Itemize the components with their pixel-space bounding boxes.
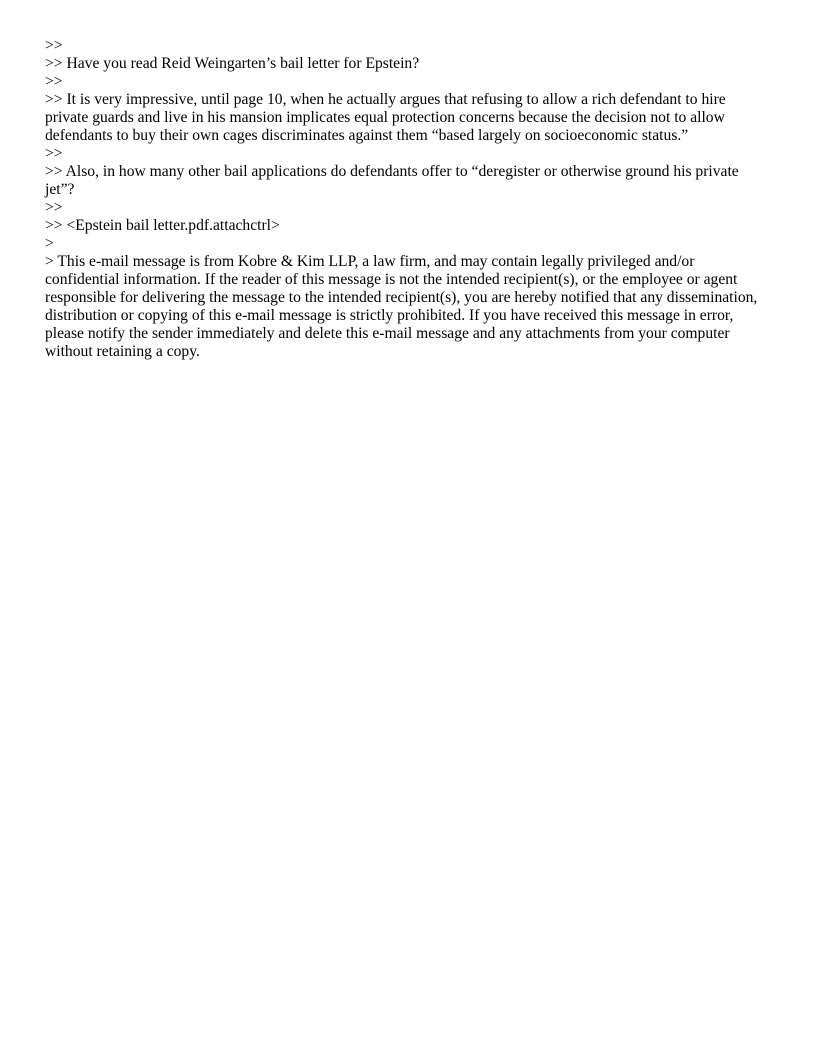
- quoted-question-weingarten: >> Have you read Reid Weingarten’s bail letter for Epstein?: [45, 55, 420, 72]
- quote-marker-line: >>: [45, 73, 63, 90]
- email-body: [45, 37, 771, 361]
- quoted-paragraph-page-10: >> It is very impressive, until page 10, when he actually argues that refusing to allow a rich defendant to hire private guards and live in his mansion implicates equal protection concerns because the decision not to allow defendants to buy their own cages discriminates against them “based largely on socioeconomic status.”: [45, 91, 726, 144]
- quote-marker-line: >>: [45, 145, 63, 162]
- attachment-reference: >> <Epstein bail letter.pdf.attachctrl>: [45, 217, 280, 234]
- quoted-question-private-jet: >> Also, in how many other bail applications do defendants offer to “deregister or otherwise ground his private jet”?: [45, 163, 739, 198]
- confidentiality-disclaimer: > This e-mail message is from Kobre & Kim LLP, a law firm, and may contain legally privileged and/or confidential information. If the reader of this message is not the intended recipient(s), or the employee or agent responsible for delivering the message to the intended recipient(s), you are hereby notified that any dissemination, distribution or copying of this e-mail message is strictly prohibited. If you have received this message in error, please notify the sender immediately and delete this e-mail message and any attachments from your computer without retaining a copy.: [45, 253, 758, 360]
- quote-marker-line: >>: [45, 37, 63, 54]
- quote-marker-line: >: [45, 235, 54, 252]
- quote-marker-line: >>: [45, 199, 63, 216]
